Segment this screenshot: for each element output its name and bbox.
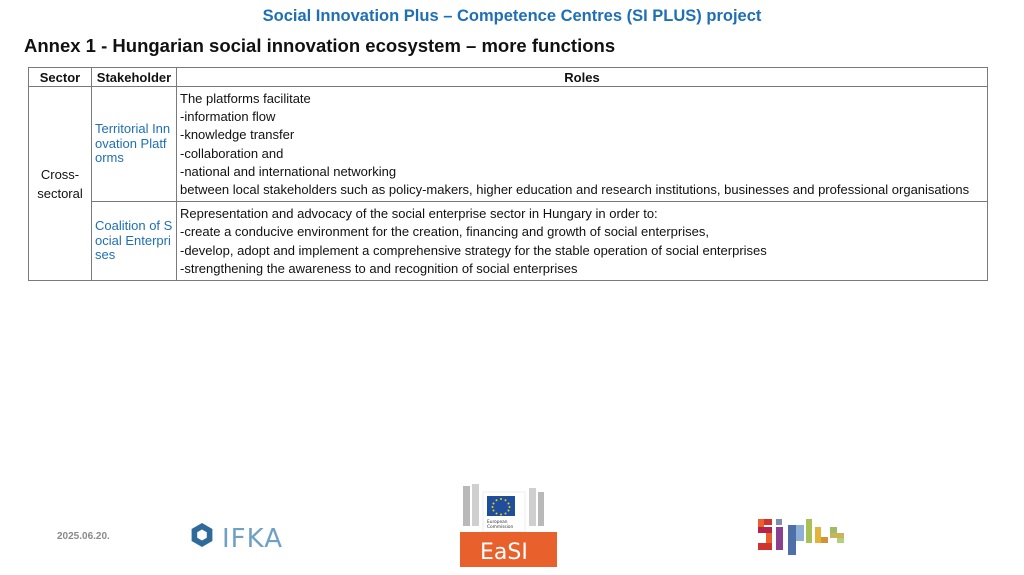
roles-cell (177, 202, 988, 281)
role-line: -knowledge transfer (180, 127, 295, 143)
table-row (29, 202, 988, 281)
roles-cell (177, 87, 988, 202)
role-line: The platforms facilitate (180, 91, 311, 106)
table-header-row (29, 68, 988, 87)
ifka-logo (189, 520, 311, 556)
role-line: between local stakeholders such as policy-makers, higher education and research institutions, businesses and professional organisations (180, 182, 970, 198)
stakeholder-cell: Territorial Innovation Platforms (92, 87, 177, 202)
column-header-roles: Roles (177, 68, 988, 87)
column-header-sector: Sector (29, 68, 92, 87)
role-line: -develop, adopt and implement a comprehensive strategy for the stable operation of social enterprises (180, 242, 767, 258)
siplus-logo (758, 515, 854, 559)
sector-cell: Cross-sectoral (29, 87, 92, 281)
commission-line2: Commission (487, 525, 514, 530)
commission-line1: European (487, 520, 508, 525)
annex-title: Annex 1 - Hungarian social innovation ecosystem – more functions (24, 35, 616, 56)
role-line: -information flow (180, 109, 276, 125)
role-line: Representation and advocacy of the social enterprise sector in Hungary in order to: (180, 206, 658, 222)
svg-text:IFKA: IFKA (222, 524, 284, 554)
project-title: Social Innovation Plus – Competence Centres (SI PLUS) project (262, 7, 762, 25)
role-line: -national and international networking (180, 163, 397, 179)
easi-logo (459, 484, 558, 568)
stakeholder-cell: Coalition of Social Enterprises (92, 202, 177, 281)
table-row (29, 87, 988, 202)
role-line: -create a conducive environment for the creation, financing and growth of social enterprises, (180, 224, 709, 240)
footer-date: 2025.06.20. (57, 531, 110, 542)
role-line: -strengthening the awareness to and recognition of social enterprises (180, 260, 578, 276)
role-line: -collaboration and (180, 145, 284, 161)
roles-table (28, 67, 988, 281)
easi-program-label: EaSI (480, 540, 528, 565)
column-header-stakeholder: Stakeholder (92, 68, 177, 87)
